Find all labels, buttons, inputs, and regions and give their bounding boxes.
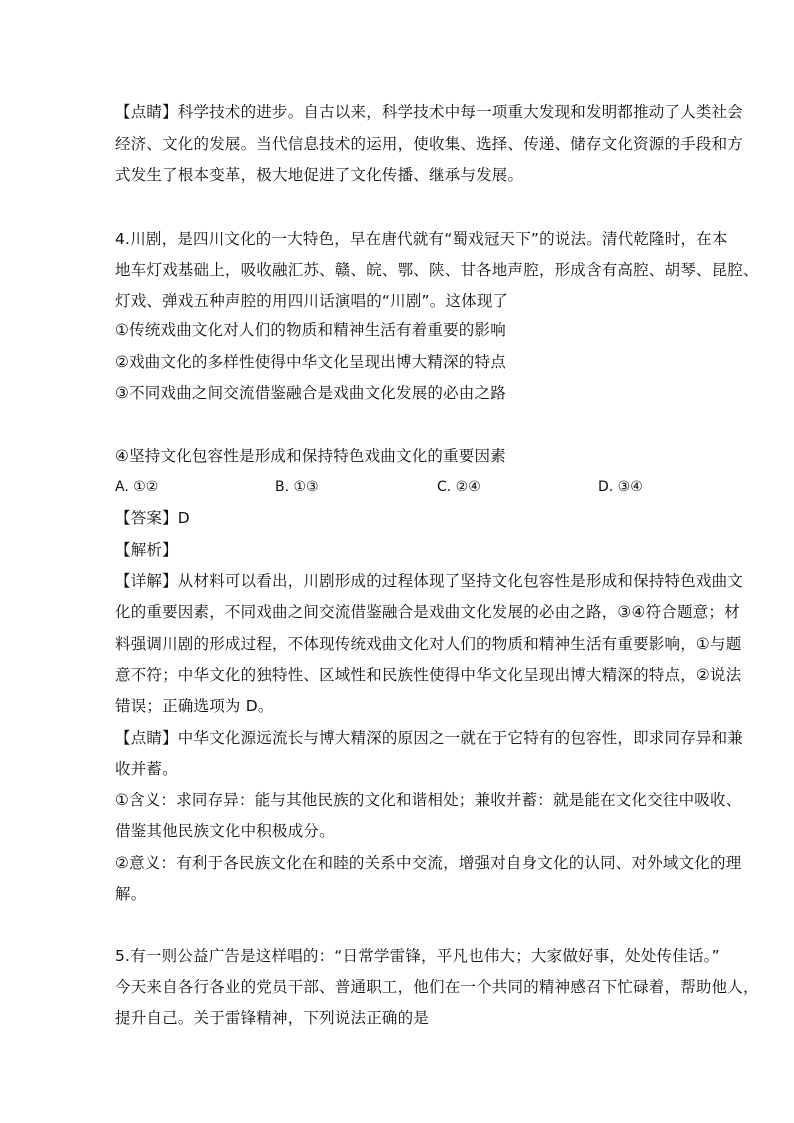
option-d: D. ③④ bbox=[598, 479, 643, 495]
question-item: ④坚持文化包容性是形成和保持特色戏曲文化的重要因素 bbox=[115, 447, 506, 465]
option-a: A. ①② bbox=[115, 479, 159, 495]
point-line: ②意义：有利于各民族文化在和睦的关系中交流，增强对自身文化的认同、对外域文化的理 bbox=[115, 854, 742, 872]
point-line: 解。 bbox=[115, 885, 147, 903]
detail-line: 化的重要因素，不同戏曲之间交流借鉴融合是戏曲文化发展的必由之路，③④符合题意；材 bbox=[115, 603, 740, 621]
question-item: ②戏曲文化的多样性使得中华文化呈现出博大精深的特点 bbox=[115, 353, 506, 371]
question-stem-line: 提升自己。关于雷锋精神，下列说法正确的是 bbox=[115, 1009, 430, 1027]
text-line: 式发生了根本变革，极大地促进了文化传播、继承与发展。 bbox=[115, 166, 524, 184]
text-line: 经济、文化的发展。当代信息技术的运用，使收集、选择、传递、储存文化资源的手段和方 bbox=[115, 135, 744, 153]
point-line: 【点睛】中华文化源远流长与博大精深的原因之一就在于它特有的包容性，即求同存异和兼 bbox=[115, 729, 744, 747]
option-c: C. ②④ bbox=[437, 479, 481, 495]
question-stem-line: 今天来自各行各业的党员干部、普通职工，他们在一个共同的精神感召下忙碌着，帮助他人， bbox=[115, 978, 759, 996]
option-b: B. ①③ bbox=[275, 479, 319, 495]
question-stem-line: 5.有一则公益广告是这样唱的：“日常学雷锋，平凡也伟大；大家做好事，处处传佳话。” bbox=[115, 947, 720, 965]
detail-line: 错误；正确选项为 D。 bbox=[115, 697, 274, 715]
point-line: 借鉴其他民族文化中积极成分。 bbox=[115, 822, 335, 840]
question-item: ③不同戏曲之间交流借鉴融合是戏曲文化发展的必由之路 bbox=[115, 384, 506, 402]
detail-line: 意不符；中华文化的独特性、区域性和民族性使得中华文化呈现出博大精深的特点，②说法 bbox=[115, 666, 742, 684]
question-stem-line: 灯戏、弹戏五种声腔的用四川话演唱的“川剧”。这体现了 bbox=[115, 292, 509, 310]
detail-line: 【详解】从材料可以看出，川剧形成的过程体现了坚持文化包容性是形成和保持特色戏曲文 bbox=[115, 572, 744, 590]
point-line: 收并蓄。 bbox=[115, 760, 178, 778]
question-item: ①传统戏曲文化对人们的物质和精神生活有着重要的影响 bbox=[115, 321, 506, 339]
question-stem-line: 4.川剧，是四川文化的一大特色，早在唐代就有“蜀戏冠天下”的说法。清代乾隆时，在本 bbox=[115, 230, 728, 248]
detail-line: 料强调川剧的形成过程，不体现传统戏曲文化对人们的物质和精神生活有重要影响，①与题 bbox=[115, 635, 742, 653]
text-line: 【点睛】科学技术的进步。自古以来，科学技术中每一项重大发现和发明都推动了人类社会 bbox=[115, 103, 744, 121]
answer-line: 【答案】D bbox=[115, 509, 190, 527]
question-stem-line: 地车灯戏基础上，吸收融汇苏、赣、皖、鄂、陕、甘各地声腔，形成含有高腔、胡琴、昆腔、 bbox=[115, 261, 759, 279]
analysis-heading: 【解析】 bbox=[115, 541, 178, 559]
point-line: ①含义：求同存异：能与其他民族的文化和谐相处；兼收并蓄：就是能在文化交往中吸收、 bbox=[115, 791, 742, 809]
